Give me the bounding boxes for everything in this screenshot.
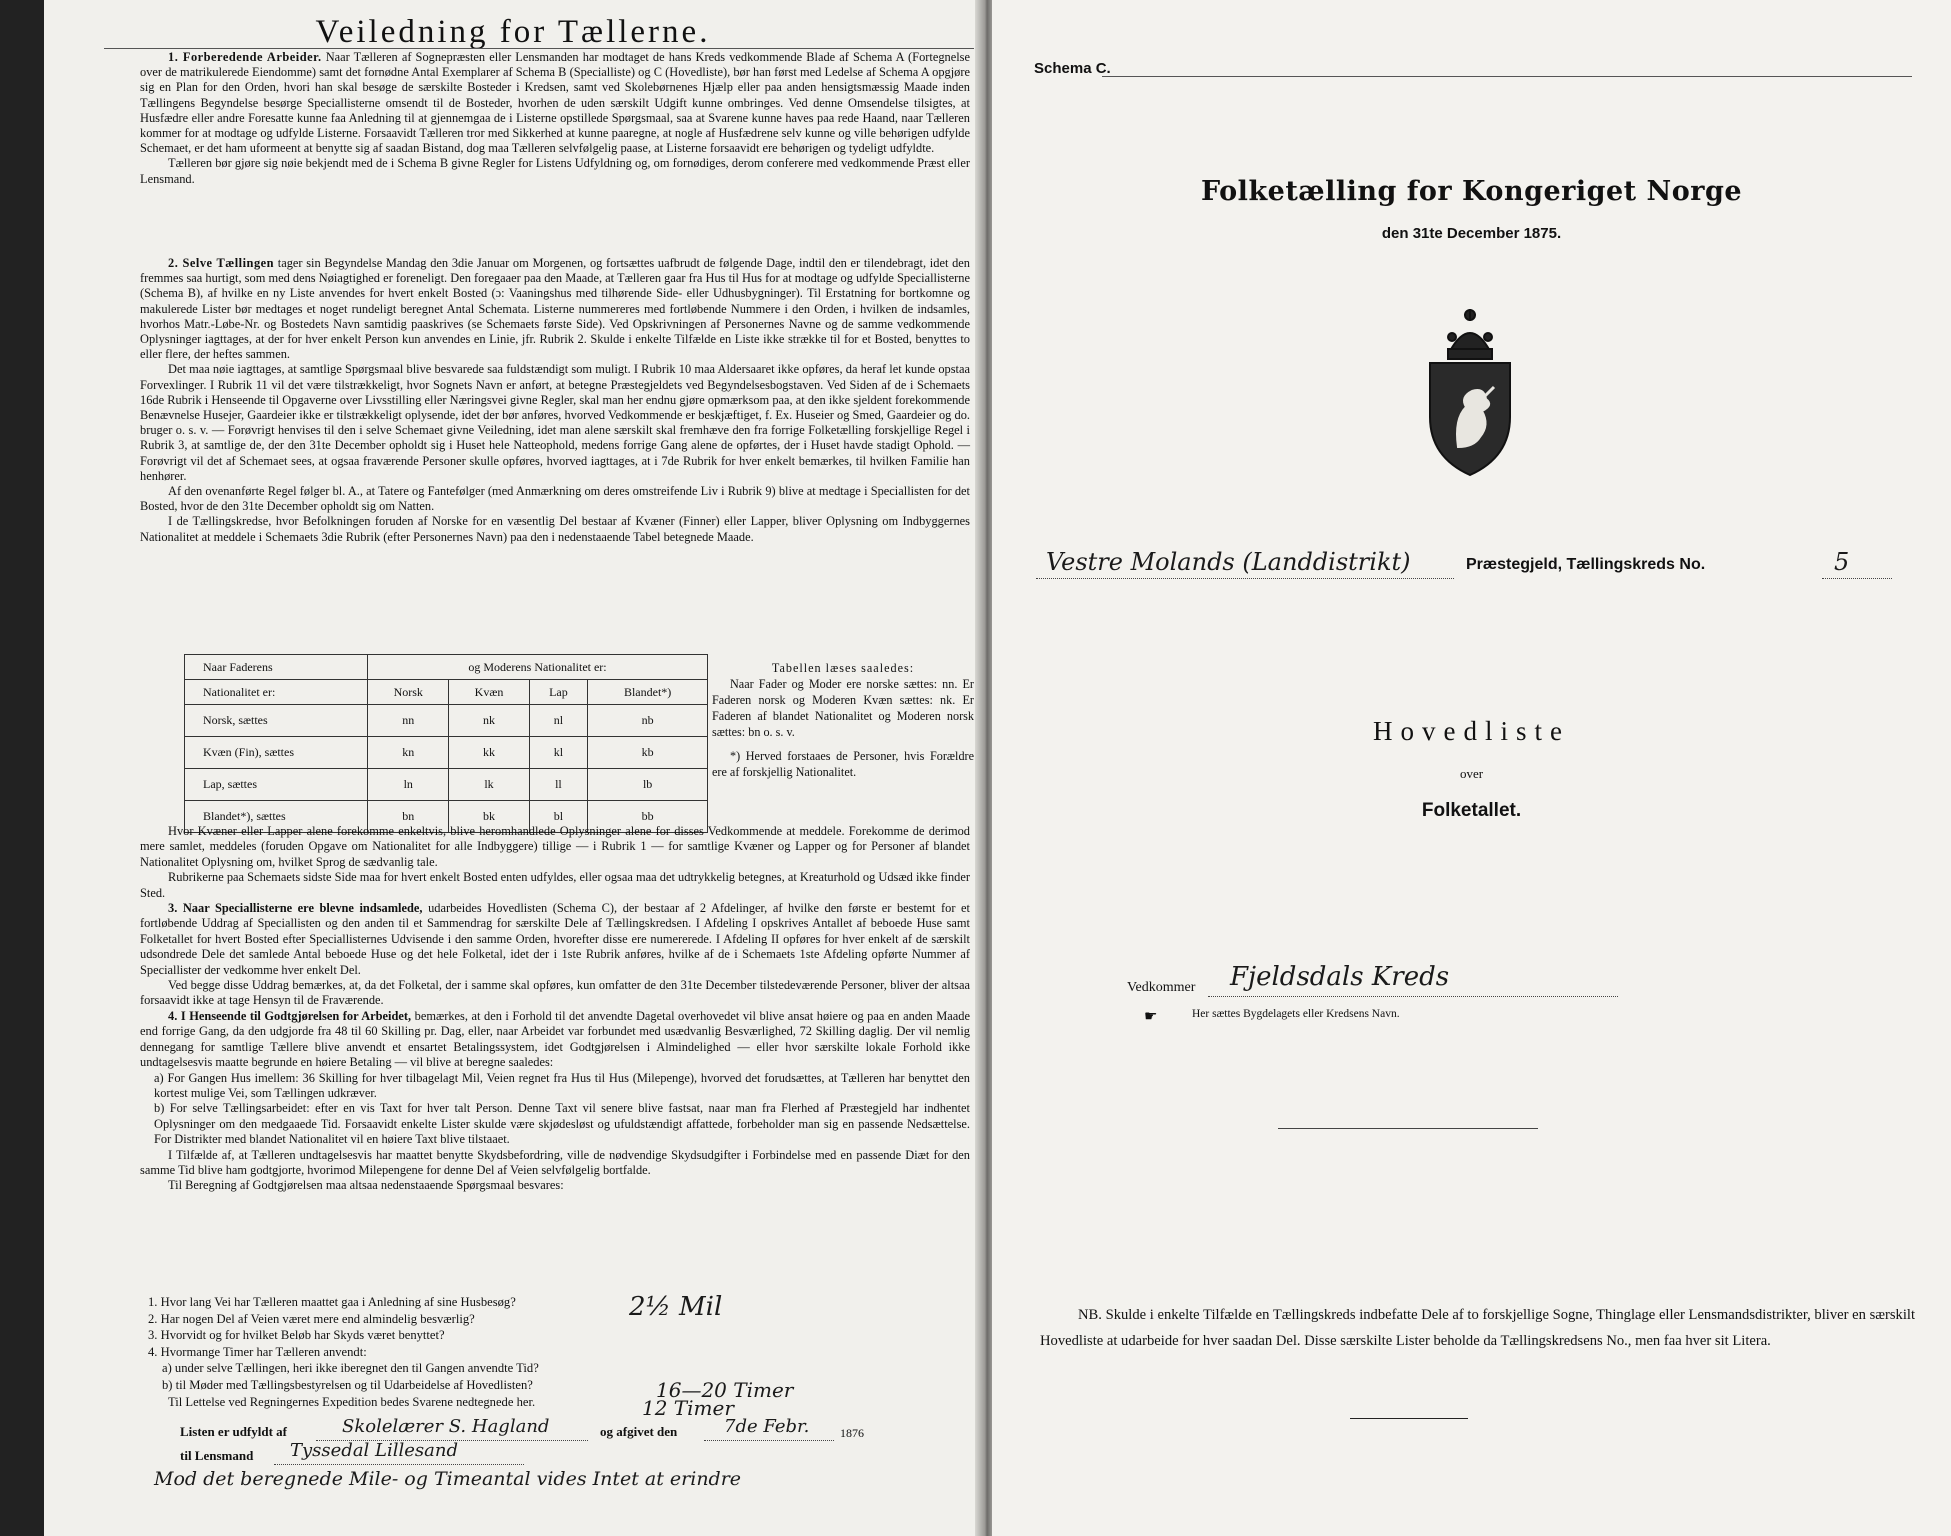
table-cell: ln bbox=[368, 769, 449, 801]
divider-rule bbox=[1278, 1128, 1538, 1129]
section-text: Det maa nøie iagttages, at samtlige Spørgsmaal blive besvarede saa fuldstændigt som muligt. I Rubrik 10 maa Aldersaaret ikke opføres, da heraf let kunde opstaa Forvexlinger. I Rubrik 11 vil det være tilstrækkeligt, hvor Sognets Navn er anført, at betegne Præstegjeldets ved Begyndelsesbogstaven. Ved Siden af de i Schemaets 16de Rubrik i Henseende til Opgaverne over Livsstilling eller Næringsvei givne Regler, skal man her endnu gjøre opmærksom paa, at den ikke sjeldent forekommende Benævnelse Husejer, Gaardeier ikke er tilstrækkeligt oplysende, idet der bør anføres, hvorved Vedkommende er beskjæftiget, f. Ex. Huseier og Smed, Gaardeier og do. bruger o. s. v. — Forøvrigt henvises til den i selve Schemaet givne Veiledning, idet man alene særskilt skal fremhæve den fra forrige Folketælling forskjellige Regel i Rubrik 3, at samtlige de, der den 31te December opholdt sig i Huset hele Natteophold, medens forrige Gang alene de opførtes, der i Huset havde stadigt Ophold. — Forøvrigt vil det af Schemaet sees, at ogsaa fraværende Personer skulle opføres, hvorved iagttages, at i 7de Rubrik for hver enkelt bemærkes, til hvilken Familie han henhører. bbox=[140, 362, 970, 483]
delivered-label: og afgivet den bbox=[600, 1424, 678, 1439]
section-text: Naar Tælleren af Sognepræsten eller Lensmanden har modtaget de hans Kreds vedkommende Blade af Schema A (Fortegnelse over de matrikulerede Eiendomme) samt det fornødne Antal Exemplarer af Schema B (Specialliste) og C (Hovedliste), bør han først med Ledelse af Schema A opgjøre sig en Plan for den Orden, hvori han skal besøge de særskilte Bosteder i Kredsen, samt ved Skolebørnenes Hjælp eller paa anden hensigtsmæssig Maade inden Tællingens Begyndelse besørge Speciallisterne omsendt til de Bosteder, hvorhen de uden særskilt Udgift kunne ombringes. Ved denne Omsendelse tilsigtes, at Husfædre eller andre Foresatte kunne faa Anledning til at gjennemgaa de i Listerne opstillede Spørgsmaal, saa at Svarene kunne haves paa rede Haand, naar Tælleren kommer for at modtage og udfylde Listerne. Forsaavidt Tælleren tror med Sikkerhed at kunne paaregne, at nogle af Husfædrene selv kunne og ville behørigen udfylde Schemaet, er det ham uformeent at benytte sig af saadan Bistand, dog maa Tælleren selvfølgelig paase, at Listerne forsaavidt ere behørigen og tydeligt udfyldte. bbox=[140, 50, 970, 156]
hovedliste-heading: Hovedliste bbox=[1373, 716, 1570, 746]
coat-of-arms-icon bbox=[1410, 307, 1530, 477]
answer-handwriting: 2½ Mil bbox=[629, 1292, 723, 1322]
kreds-number: 5 bbox=[1834, 548, 1850, 576]
section-heading: 1. Forberedende Arbeider. bbox=[168, 50, 322, 64]
question: 1. Hvor lang Vei har Tælleren maattet gaa i Anledning af sine Husbesøg? bbox=[148, 1295, 516, 1309]
table-cell: lb bbox=[588, 769, 708, 801]
column-header: Lap bbox=[529, 680, 588, 705]
paragraph: Rubrikerne paa Schemaets sidste Side maa for hvert enkelt Bosted enten udfyldes, eller ogsaa maa det udtrykkelig betegnes, at Kreaturhold og Udsæd ikke finder Sted. bbox=[140, 870, 970, 900]
answer-handwriting: 12 Timer bbox=[642, 1396, 734, 1420]
table-row bbox=[185, 705, 708, 737]
year: 1876 bbox=[840, 1426, 864, 1440]
vedkommer-line bbox=[1208, 996, 1618, 997]
parish-line bbox=[1036, 578, 1454, 579]
legend-text: Naar Fader og Moder ere norske sættes: nn. Er Faderen norsk og Moderen Kvæn sættes: nk. Er Faderen af blandet Nationalitet og Moderen norsk sættes: bn o. s. v. bbox=[712, 677, 974, 739]
remark-handwriting: Mod det beregnede Mile- og Timeantal vides Intet at erindre bbox=[154, 1468, 742, 1490]
date-handwriting: 7de Febr. bbox=[724, 1416, 810, 1437]
legend-heading: Tabellen læses saaledes: bbox=[771, 661, 915, 675]
row-label: Blandet*), sættes bbox=[185, 801, 368, 833]
table-cell: bn bbox=[368, 801, 449, 833]
question: 3. Hvorvidt og for hvilket Beløb har Skyds været benyttet? bbox=[148, 1328, 445, 1343]
table-cell: bl bbox=[529, 801, 588, 833]
table-cell: nn bbox=[368, 705, 449, 737]
section-text: tager sin Begyndelse Mandag den 3die Januar om Morgenen, og fortsættes uafbrudt de følgende Dage, indtil den er tilendebragt, idet den fremmes saa hurtigt, som med dens Nøiagtighed er foreneligt. Den foregaaer paa den Maade, at Tælleren gaar fra Hus til Hus for at modtage og udfylde Speciallisterne (Schema B), af hvilke en ny Liste anvendes for hvert enkelt Bosted (ɔ: Vaaningshus med tilhørende Side- eller Udhusbygninger). Til Erstatning for bortkomne og makulerede Lister bør medtages et noget rundeligt beregnet Antal Schemata. Listerne nummereres med fortløbende Nummere i den Orden, i hvilken de indsamles, hvorhos Matr.-Løbe-Nr. og Bostedets Navn samtidig paaskrives (se Schemaets første Side). Ved Opskrivningen af Personernes Navne og de samme vedkommende Oplysninger iagttages, at der for hver enkelt Person kun anvendes en Linie, jfr. Rubrik 2. Skulde i enkelte Tilfælde en Liste ikke strække til for et Bosted, benyttes to eller flere, der heftes sammen. bbox=[140, 256, 970, 362]
table-row bbox=[185, 737, 708, 769]
questions-list bbox=[140, 1294, 970, 1410]
row-label: Kvæn (Fin), sættes bbox=[185, 737, 368, 769]
table-row bbox=[185, 769, 708, 801]
column-header: Kvæn bbox=[449, 680, 529, 705]
nationality-table bbox=[184, 654, 708, 833]
pointing-hand-icon: ☛ bbox=[1144, 1009, 1158, 1025]
to-label: til Lensmand bbox=[180, 1448, 254, 1463]
date-line bbox=[704, 1440, 834, 1441]
corner-header: Nationalitet er: bbox=[185, 680, 368, 705]
legend-footnote: *) Herved forstaaes de Personer, hvis Forældre ere af forskjellig Nationalitet. bbox=[712, 749, 974, 779]
over-text: over bbox=[1459, 766, 1484, 781]
table-header-row bbox=[185, 680, 708, 705]
section-heading: 3. Naar Speciallisterne ere blevne indsamlede, bbox=[168, 901, 423, 916]
table-legend bbox=[712, 660, 974, 780]
question: Til Lettelse ved Regningernes Expedition bedes Svarene nedtegnede her. bbox=[168, 1394, 536, 1409]
table-cell: nb bbox=[588, 705, 708, 737]
page-title: Veiledning for Tællerne. bbox=[315, 14, 711, 50]
folketallet-heading: Folketallet. bbox=[1421, 800, 1522, 821]
section-text: Til Beregning af Godtgjørelsen maa altsaa nedenstaaende Spørgsmaal besvares: bbox=[168, 1178, 564, 1193]
sub-title: den 31te December 1875. bbox=[1381, 225, 1562, 242]
table-cell: lk bbox=[449, 769, 529, 801]
nb-text: NB. Skulde i enkelte Tilfælde en Tællingskreds indbefatte Dele af to forskjellige Sogne, Thinglage eller Lensmandsdistrikter, bliver en særskilt Hovedliste at udarbeide for hver saadan Del. Disse særskilte Lister beholde da Tællingskredsens No., men faa hver sit Litera. bbox=[1040, 1307, 1915, 1349]
answer-handwriting: 16—20 Timer bbox=[656, 1378, 794, 1402]
section-text: Af den ovenanførte Regel følger bl. A., at Tatere og Fantefølger (med Anmærkning om deres omstreifende Liv i Rubrik 9) blive at medtage i Speciallisten for det Bosted, hvor de den 31te December opholdt sig om Natten. bbox=[140, 484, 970, 514]
vedkommer-handwriting: Fjeldsdals Kreds bbox=[1230, 962, 1450, 992]
signature-handwriting: Tyssedal Lillesand bbox=[290, 1440, 458, 1461]
table-cell: ll bbox=[529, 769, 588, 801]
paragraph: Hvor Kvæner eller Lapper alene forekomme enkeltvis, blive heromhandlede Oplysninger alene for disses Vedkommende at meddele. Forekomme de derimod mere samlet, meddeles (foruden Opgave om Nationalitet for alle Indbyggere) tillige — i Rubrik 1 — for samtlige Kvæner og Lapper og for Personer af blandet Nationalitet Oplysning om, hvilket Sprog de sædvanlig tale. bbox=[140, 824, 970, 869]
column-header: Norsk bbox=[368, 680, 449, 705]
closing-rule bbox=[1350, 1418, 1468, 1419]
table-cell: kb bbox=[588, 737, 708, 769]
table-cell: bb bbox=[588, 801, 708, 833]
table-cell: nk bbox=[449, 705, 529, 737]
table-cell: nl bbox=[529, 705, 588, 737]
corner-header: Naar Faderens bbox=[185, 655, 368, 680]
parish-label: Præstegjeld, Tællingskreds No. bbox=[1466, 556, 1706, 573]
table-cell: kl bbox=[529, 737, 588, 769]
nb-note bbox=[1040, 1302, 1915, 1354]
vedkommer-label: Vedkommer bbox=[1127, 980, 1196, 995]
right-page bbox=[992, 0, 1951, 1536]
question: 4. Hvormange Timer har Tælleren anvendt: bbox=[148, 1344, 367, 1359]
signature-handwriting: Skolelærer S. Hagland bbox=[342, 1416, 550, 1437]
section-text: Tælleren bør gjøre sig nøie bekjendt med de i Schema B givne Regler for Listens Udfyldning og, om fornødiges, derom conferere med vedkommende Præst eller Lensmand. bbox=[140, 156, 970, 186]
vedkommer-note: Her sættes Bygdelagets eller Kredsens Navn. bbox=[1192, 1008, 1400, 1020]
group-header: og Moderens Nationalitet er: bbox=[368, 655, 708, 680]
section-heading: 4. I Henseende til Godtgjørelsen for Arbeidet, bbox=[168, 1008, 412, 1023]
row-label: Lap, sættes bbox=[185, 769, 368, 801]
filled-by-label: Listen er udfyldt af bbox=[180, 1424, 288, 1439]
kreds-line bbox=[1822, 578, 1892, 579]
after-table-text bbox=[140, 824, 970, 1194]
title-rule bbox=[104, 48, 974, 49]
section-text: I Tilfælde af, at Tælleren undtagelsesvis har maattet benytte Skydsbefordring, ville de nødvendige Skydsudgifter i Forbindelse med en passende Diæt for den samme Tid blive ham godtgjorte, hvorimod Milepengene for denne Del af Veien selvfølgelig bortfalde. bbox=[140, 1147, 970, 1177]
parish-row bbox=[1036, 544, 1936, 584]
left-page bbox=[44, 0, 982, 1536]
section-text: bemærkes, at den i Forhold til det anvendte Dagetal overhovedet vil blive ansat høiere og paa en anden Maade end forrige Gang, da den udgjorde fra 48 til 60 Skilling pr. Dag, eller, naar Arbeidet var forbundet med usædvanlig Besværlighed, 72 Skilling daglig. Der vil nemlig dennegang for samtlige Tællere blive anvendt et ensartet Betalingssystem, idet Godtgjørelsen i Almindelighed — eller hvor særskilte lokale Forhold ikke undtagelsesvis maatte begrunde en høiere Betaling — vil blive at beregne saaledes: bbox=[140, 1008, 970, 1070]
signature-line bbox=[274, 1464, 524, 1465]
list-item: b) For selve Tællingsarbeidet: efter en vis Taxt for hver talt Person. Denne Taxt vil senere blive fastsat, naar man fra Flerhed af Præstegjeld har indhentet Oplysninger om den medgaaede Tid. Forsaavidt enkelte Lister skulde være skjødesløst og ufuldstændigt affattede, forbeholder man sig en passende Nedsættelse. For Distrikter med blandet Nationalitet vil en høiere Taxt blive tilstaaet. bbox=[154, 1101, 970, 1147]
question: 2. Har nogen Del af Veien været mere end almindelig besværlig? bbox=[148, 1311, 475, 1326]
table-cell: kn bbox=[368, 737, 449, 769]
section-heading: 2. Selve Tællingen bbox=[168, 256, 275, 270]
schema-label: Schema C. bbox=[1034, 60, 1111, 77]
section-2 bbox=[140, 256, 970, 545]
row-label: Norsk, sættes bbox=[185, 705, 368, 737]
question: a) under selve Tællingen, heri ikke iberegnet den til Gangen anvendte Tid? bbox=[162, 1361, 539, 1376]
section-text: Ved begge disse Uddrag bemærkes, at, da det Folketal, der i samme skal opføres, kun omfatter de den 31te December tilstedeværende Personer, bliver der altsaa forsaavidt ikke at tage Hensyn til de Fraværende. bbox=[140, 978, 970, 1008]
question: b) til Møder med Tællingsbestyrelsen og til Udarbeidelse af Hovedlisten? bbox=[162, 1377, 533, 1392]
section-1 bbox=[140, 50, 970, 187]
main-title: Folketælling for Kongeriget Norge bbox=[1200, 176, 1743, 207]
table-cell: bk bbox=[449, 801, 529, 833]
section-text: udarbeides Hovedlisten (Schema C), der bestaar af 2 Afdelinger, af hvilke den første er bestemt for et fortløbende Uddrag af Speciallisten og den anden til et Sammendrag for særskilte Dele af Tællingskredsen. I Afdeling I opskrives Antallet af beboede Huse samt Folketallet for hvert Bosted efter Speciallisternes Udvisende i den samme Orden, hvorefter disse ere numererede. I Afdeling II opføres for hver enkelt af de særskilt udsondrede Dele det samlede Antal beboede Huse og det hele Folketal, idet der i 1ste Rubrik anføres, hvilke af de i Schemaets 1ste Afdeling opførte Nummer af Speciallister der vedkomme hver enkelt Del. bbox=[140, 901, 970, 977]
list-item: a) For Gangen Hus imellem: 36 Skilling for hver tilbagelagt Mil, Veien regnet fra Hus til Hus (Milepenge), hvorved det forudsættes, at Tælleren har benyttet den kortest mulige Vei, som Tællingen udkræver. bbox=[154, 1070, 970, 1100]
table-header-row bbox=[185, 655, 708, 680]
column-header: Blandet*) bbox=[588, 680, 708, 705]
section-text: I de Tællingskredse, hvor Befolkningen foruden af Norske for en væsentlig Del bestaar af Kvæner (Finner) eller Lapper, bliver Oplysning om Indbyggernes Nationalitet at meddele i Schemaets 3die Rubrik (efter Personernes Navn) paa den i nedenstaaende Tabel betegnede Maade. bbox=[140, 514, 970, 544]
table-cell: kk bbox=[449, 737, 529, 769]
parish-handwriting: Vestre Molands (Landdistrikt) bbox=[1046, 548, 1411, 576]
schema-rule bbox=[1102, 76, 1912, 77]
